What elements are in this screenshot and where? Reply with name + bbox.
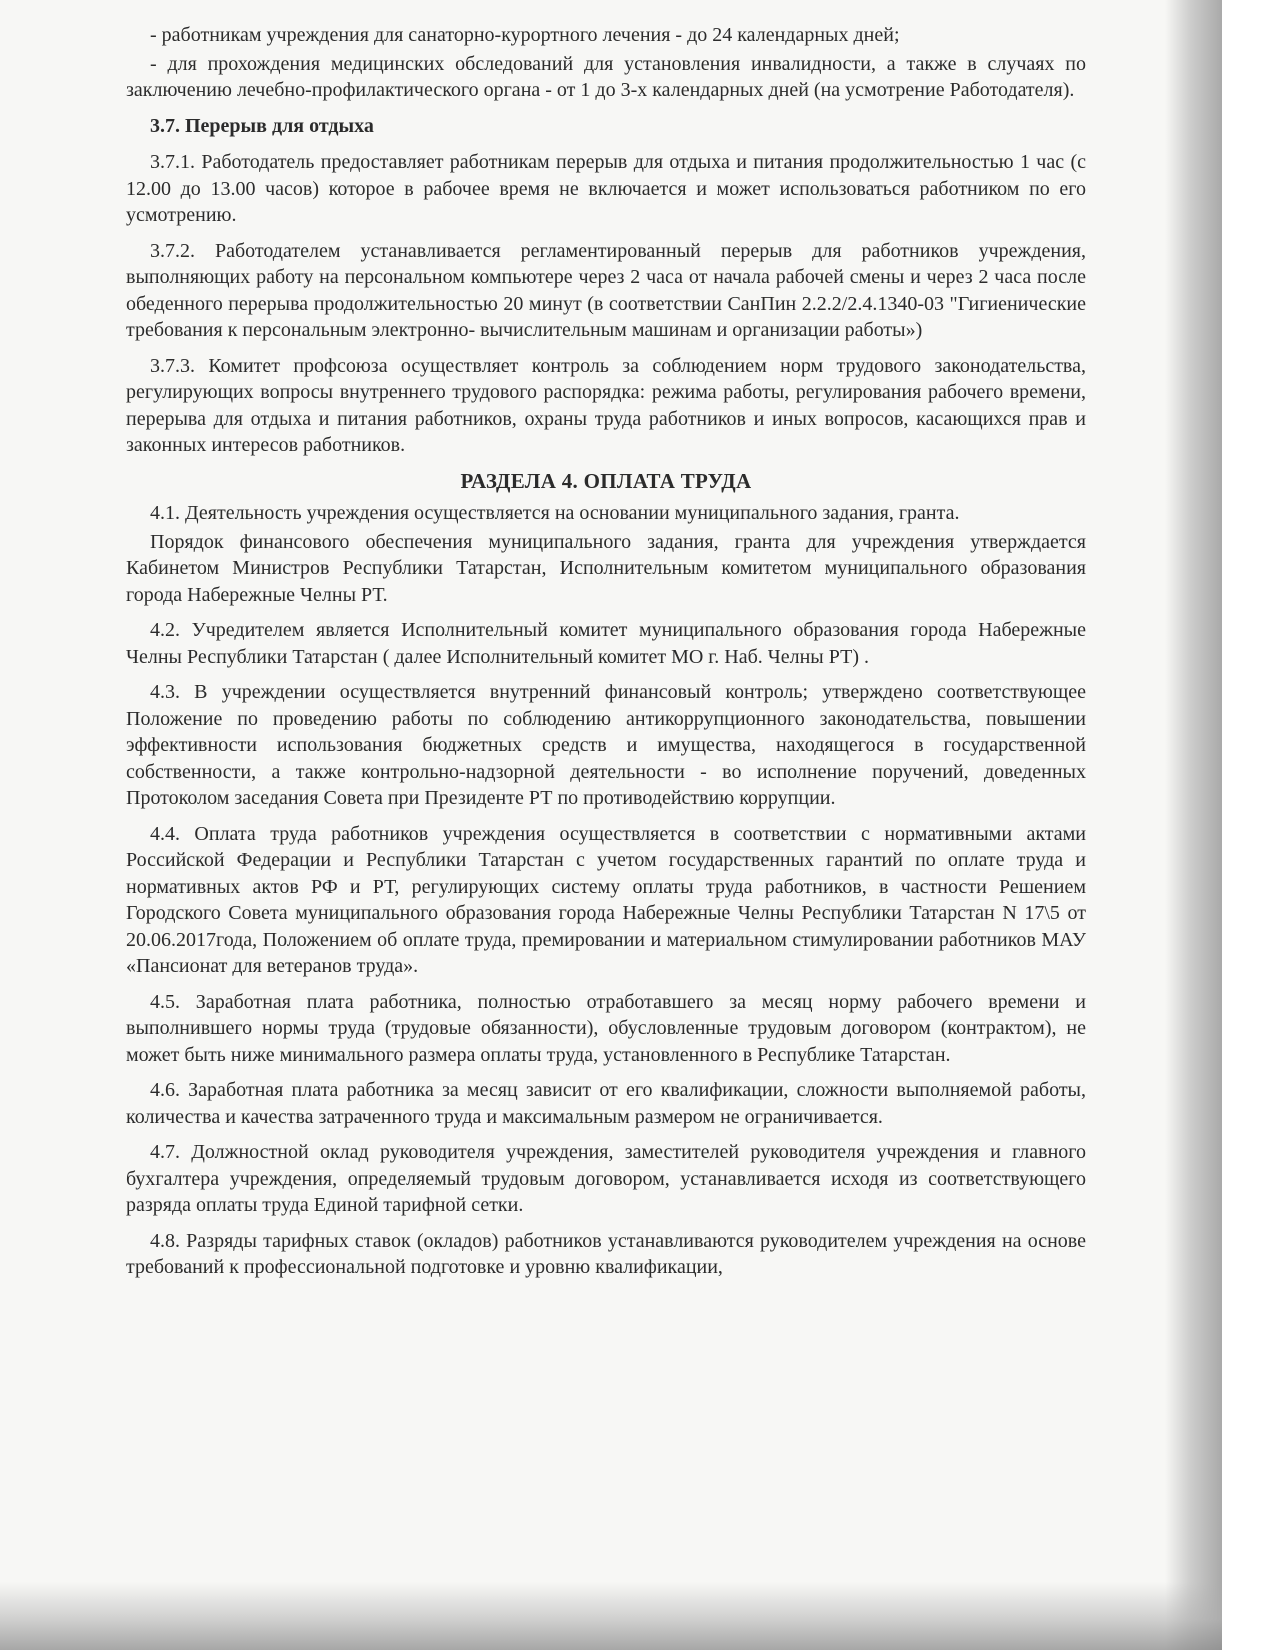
paragraph-4-2: 4.2. Учредителем является Исполнительный комитет муниципального образования города Набережные Челны Республики Татарстан ( далее Исполнительный комитет МО г. Наб. Челны РТ) . bbox=[126, 619, 1086, 668]
paragraph-3-7-1: 3.7.1. Работодатель предоставляет работникам перерыв для отдыха и питания продолжительностью 1 час (с 12.00 до 13.00 часов) которое в рабочее время не включается и может использоваться работником по его усмотрению. bbox=[126, 151, 1086, 226]
scan-shadow-right bbox=[1165, 0, 1222, 1650]
paragraph-4-6: 4.6. Заработная плата работника за месяц зависит от его квалификации, сложности выполняемой работы, количества и качества затраченного труда и максимальным размером не ограничивается. bbox=[126, 1079, 1086, 1128]
document-body bbox=[126, 22, 1086, 1290]
paragraph-4-7: 4.7. Должностной оклад руководителя учреждения, заместителей руководителя учреждения и главного бухгалтера учреждения, определяемый трудовым договором, устанавливается исходя из соответствующего разряда оплаты труда Единой тарифной сетки. bbox=[126, 1141, 1086, 1216]
paragraph-3-7-3: 3.7.3. Комитет профсоюза осуществляет контроль за соблюдением норм трудового законодательства, регулирующих вопросы внутреннего трудового распорядка: режима работы, регулирования рабочего времени, перерыва для отдыха и питания работников, охраны труда работников и иных вопросов, касающихся прав и законных интересов работников. bbox=[126, 354, 1086, 456]
paragraph-4-1: 4.1. Деятельность учреждения осуществляется на основании муниципального задания, гранта. bbox=[150, 502, 960, 524]
paragraph-financing-order: Порядок финансового обеспечения муниципального задания, гранта для учреждения утверждается Кабинетом Министров Республики Татарстан, Исполнительным комитетом муниципального образования города Набережные Челны РТ. bbox=[126, 530, 1086, 606]
paragraph-3-7-2: 3.7.2. Работодателем устанавливается регламентированный перерыв для работников учреждения, выполняющих работу на персональном компьютере через 2 часа от начала рабочей смены и через 2 часа после обеденного перерыва продолжительностью 20 минут (в соответствии СанПин 2.2.2/2.4.1340-03 "Гигиенические требования к персональным электронно- вычислительным машинам и организации работы») bbox=[126, 239, 1086, 341]
section-title-wages: РАЗДЕЛА 4. ОПЛАТА ТРУДА bbox=[460, 468, 752, 493]
paragraph-4-3: 4.3. В учреждении осуществляется внутренний финансовый контроль; утверждено соответствующее Положение по проведению работы по соблюдению антикоррупционного законодательства, повышении эффективности использования бюджетных средств и имущества, находящегося в государственной собственности, а также контрольно-надзорной деятельности - во исполнение поручений, доведенных Протоколом заседания Совета при Президенте РТ по противодействию коррупции. bbox=[126, 681, 1086, 809]
scan-shadow-bottom bbox=[0, 1582, 1222, 1650]
paragraph-medical-leave: - для прохождения медицинских обследований для установления инвалидности, а также в случаях по заключению лечебно-профилактического органа - от 1 до 3-х календарных дней (на усмотрение Работодателя). bbox=[126, 52, 1086, 101]
paragraph-4-4: 4.4. Оплата труда работников учреждения осуществляется в соответствии с нормативными актами Российской Федерации и Республики Татарстан с учетом государственных гарантий по оплате труда и нормативных актов РФ и РТ, регулирующих систему оплаты труда работников, в частности Решением Городского Совета муниципального образования города Набережные Челны Республики Татарстан N 17\5 от 20.06.2017года, Положением об оплате труда, премировании и материальном стимулировании работников МАУ «Пансионат для ветеранов труда». bbox=[126, 822, 1086, 977]
subheading-rest-break: 3.7. Перерыв для отдыха bbox=[150, 114, 374, 137]
paragraph-4-8: 4.8. Разряды тарифных ставок (окладов) работников устанавливаются руководителем учреждения на основе требований к профессиональной подготовке и уровню квалификации, bbox=[126, 1229, 1086, 1278]
paragraph-sanatorium-leave: - работникам учреждения для санаторно-курортного лечения - до 24 календарных дней; bbox=[150, 24, 900, 46]
paragraph-4-5: 4.5. Заработная плата работника, полностью отработавшего за месяц норму рабочего времени и выполнившего нормы труда (трудовые обязанности), обусловленные трудовым договором (контрактом), не может быть ниже минимального размера оплаты труда, установленного в Республике Татарстан. bbox=[126, 990, 1086, 1066]
